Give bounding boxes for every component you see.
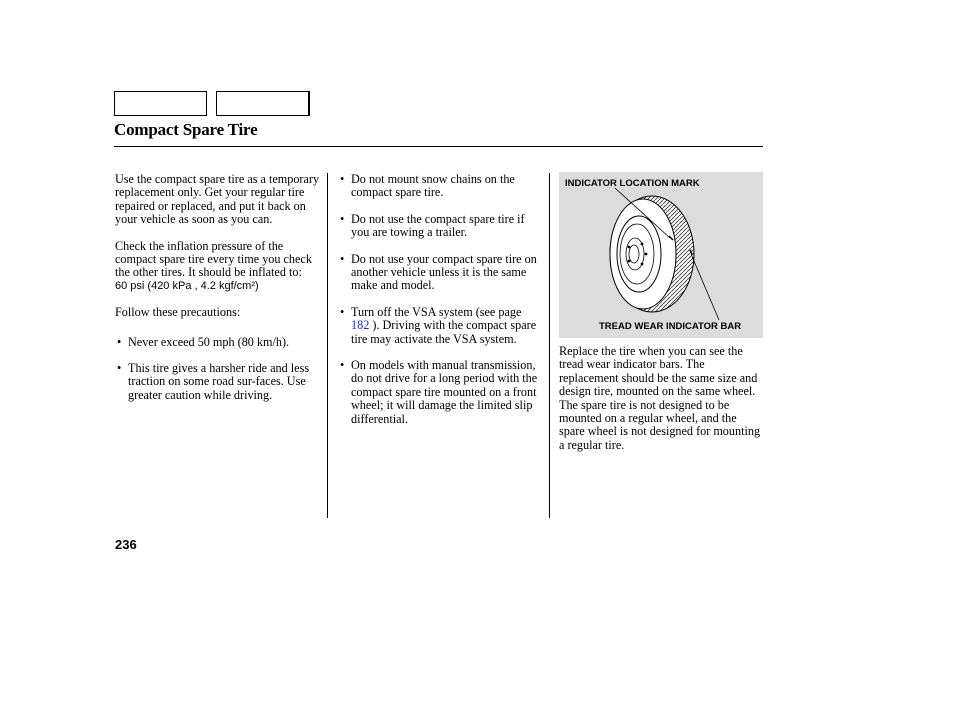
- bullet-dot-icon: •: [117, 361, 122, 376]
- bullet-dot-icon: •: [117, 334, 122, 349]
- column-2: [340, 173, 540, 439]
- bullet-item: [340, 173, 540, 200]
- page-reference-link[interactable]: 182: [351, 318, 370, 333]
- bullet-text: This tire gives a harsher ride and less traction on some road sur-faces. Use greater caution while driving.: [128, 361, 310, 402]
- header-tab-1[interactable]: [114, 91, 207, 116]
- bullet-dot-icon: •: [340, 251, 345, 266]
- bullet-text: On models with manual transmission, do not drive for a long period with the compact spare tire mounted on a front wheel; it will damage the limited slip differential.: [351, 358, 538, 426]
- precautions-intro: Follow these precautions:: [115, 305, 241, 320]
- intro-paragraph: Use the compact spare tire as a temporary replacement only. Get your regular tire repaired or replaced, and put it back on your vehicle as soon as you can.: [115, 172, 320, 227]
- bullet-dot-icon: •: [340, 358, 345, 373]
- column-3: [559, 345, 763, 465]
- bullet-item: [117, 336, 325, 349]
- inflation-pressure: 60 psi (420 kPa , 4.2 kgf/cm²): [115, 279, 259, 292]
- bullet-text: Do not use your compact spare tire on another vehicle unless it is the same make and model.: [351, 251, 537, 293]
- bullet-item: [340, 253, 540, 293]
- bullet-text: Do not use the compact spare tire if you are towing a trailer.: [351, 211, 525, 240]
- header-tab-2[interactable]: [216, 91, 310, 116]
- inflation-paragraph: Check the inflation pressure of the compact spare tire every time you check the other tires. It should be inflated to:: [115, 238, 312, 280]
- bullet-item: [117, 362, 325, 402]
- vsa-text-pre: Turn off the VSA system (see page: [351, 304, 522, 319]
- tread-wear-label: TREAD WEAR INDICATOR BAR: [599, 321, 742, 332]
- page-title: Compact Spare Tire: [114, 120, 258, 139]
- title-rule: [114, 146, 763, 147]
- bullet-text: Never exceed 50 mph (80 km/h).: [128, 334, 290, 349]
- bullet-dot-icon: •: [340, 304, 345, 319]
- replacement-paragraph: Replace the tire when you can see the tread wear indicator bars. The replacement should be the same size and design tire, mounted on the same wheel. The spare tire is not designed to be mounted on a regular wheel, and the spare wheel is not designed for mounting a regular tire.: [559, 344, 761, 452]
- bullet-text: Do not mount snow chains on the compact spare tire.: [351, 172, 515, 200]
- bullet-item: [340, 213, 540, 240]
- page-number: 236: [115, 537, 137, 552]
- bullet-item: [340, 359, 540, 426]
- bullet-item: [340, 306, 540, 346]
- bullet-dot-icon: •: [340, 211, 345, 226]
- indicator-location-label: INDICATOR LOCATION MARK: [565, 178, 700, 189]
- vsa-text-post: ). Driving with the compact spare tire may activate the VSA system.: [351, 318, 537, 346]
- column-1: [115, 173, 325, 415]
- column-divider-2: [549, 173, 550, 518]
- tire-figure: [559, 172, 763, 338]
- column-divider-1: [327, 173, 328, 518]
- bullet-dot-icon: •: [340, 172, 345, 186]
- spare-tire-illustration: [559, 172, 763, 338]
